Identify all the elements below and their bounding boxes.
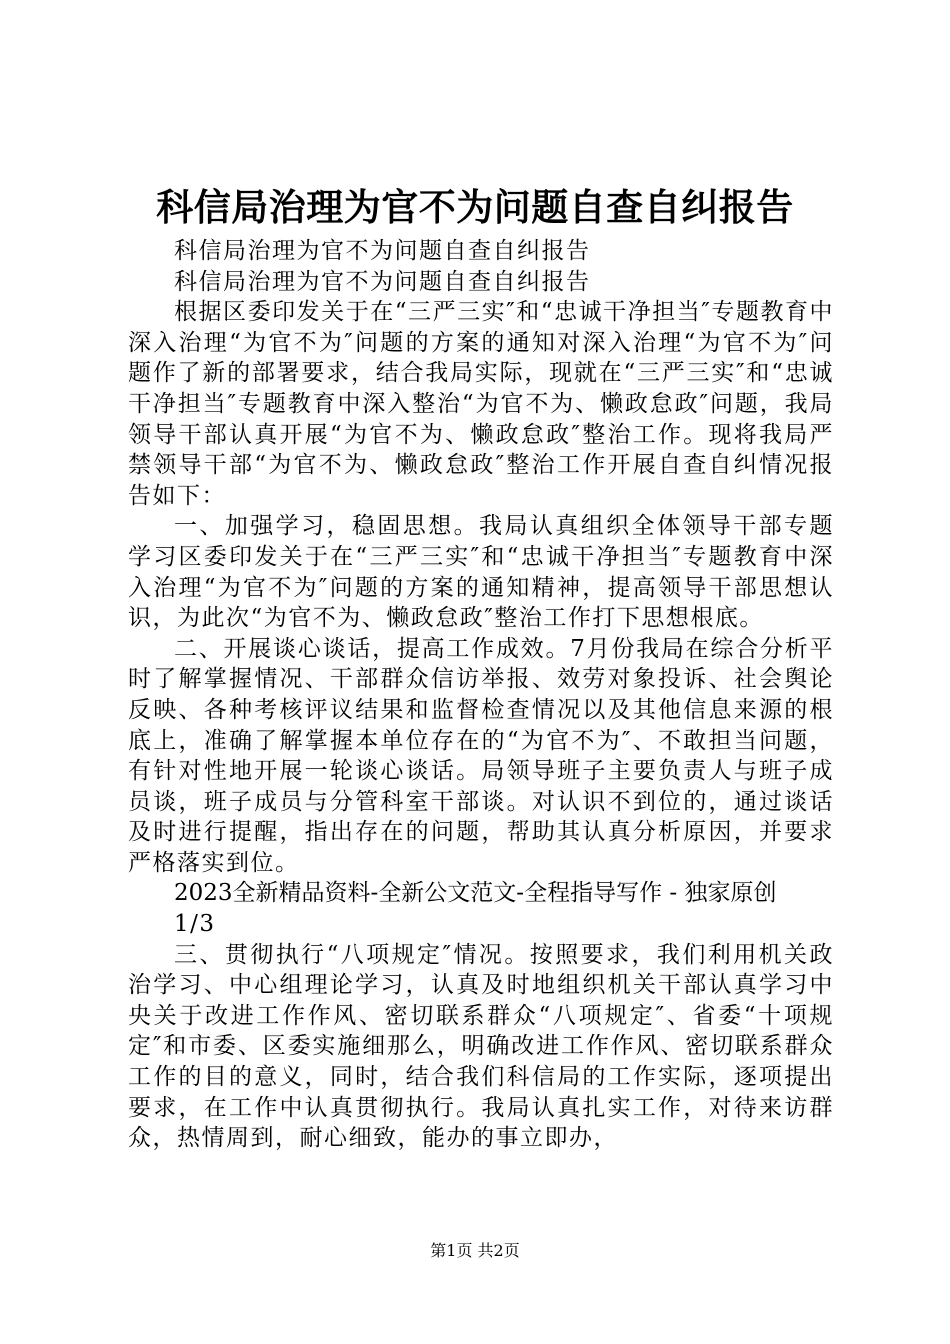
section-three-paragraph: 三、贯彻执行“八项规定″情况。按照要求，我们利用机关政治学习、中心组理论学习，认真及时地组织机关干部认真学习中央关于改进工作作风、密切联系群众“八项规定″、省委“十项规定″和市委、区委实施细那么，明确改进工作作风、密切联系群众工作的目的意义，同时，结合我们科信局的工作实际，逐项提出要求，在工作中认真贯彻执行。我局认真扎实工作，对待来访群众，热情周到，耐心细致，能办的事立即办， (128, 941, 834, 1152)
subtitle-line: 科信局治理为官不为问题自查自纠报告 (174, 238, 591, 264)
banner-line: 2023全新精品资料-全新公文范文-全程指导写作 - 独家原创 (174, 880, 777, 907)
section-one-paragraph: 一、加强学习，稳固思想。我局认真组织全体领导干部专题学习区委印发关于在“三严三实″和“忠诚干净担当″专题教育中深入治理“为官不为″问题的方案的通知精神，提高领导干部思想认识，为此次“为官不为、懒政怠政″整治工作打下思想根底。 (128, 513, 834, 632)
document-body (128, 236, 834, 1154)
page-fraction: 1/3 (174, 911, 216, 938)
page-number: 第1页 共2页 (430, 1241, 520, 1260)
document-title: 科信局治理为官不为问题自查自纠报告 (156, 186, 794, 229)
section-two-paragraph: 二、开展谈心谈话，提高工作成效。7月份我局在综合分析平时了解掌握情况、干部群众信访举报、效劳对象投诉、社会舆论反映、各种考核评议结果和监督检查情况以及其他信息来源的根底上，准确了解掌握本单位存在的“为官不为″、不敢担当问题，有针对性地开展一轮谈心谈话。局领导班子主要负责人与班子成员谈，班子成员与分管科室干部谈。对认识不到位的，通过谈话及时进行提醒，指出存在的问题，帮助其认真分析原因，并要求严格落实到位。 (128, 635, 834, 876)
subtitle-line: 科信局治理为官不为问题自查自纠报告 (174, 268, 591, 295)
intro-paragraph: 根据区委印发关于在“三严三实″和“忠诚干净担当″专题教育中深入治理“为官不为″问题的方案的通知对深入治理“为官不为″问题作了新的部署要求，结合我局实际，现就在“三严三实″和“忠诚干净担当″专题教育中深入整治“为官不为、懒政怠政″问题，我局领导干部认真开展“为官不为、懒政怠政″整治工作。现将我局严禁领导干部“为官不为、懒政怠政″整治工作开展自查自纠情况报告如下： (128, 299, 834, 509)
